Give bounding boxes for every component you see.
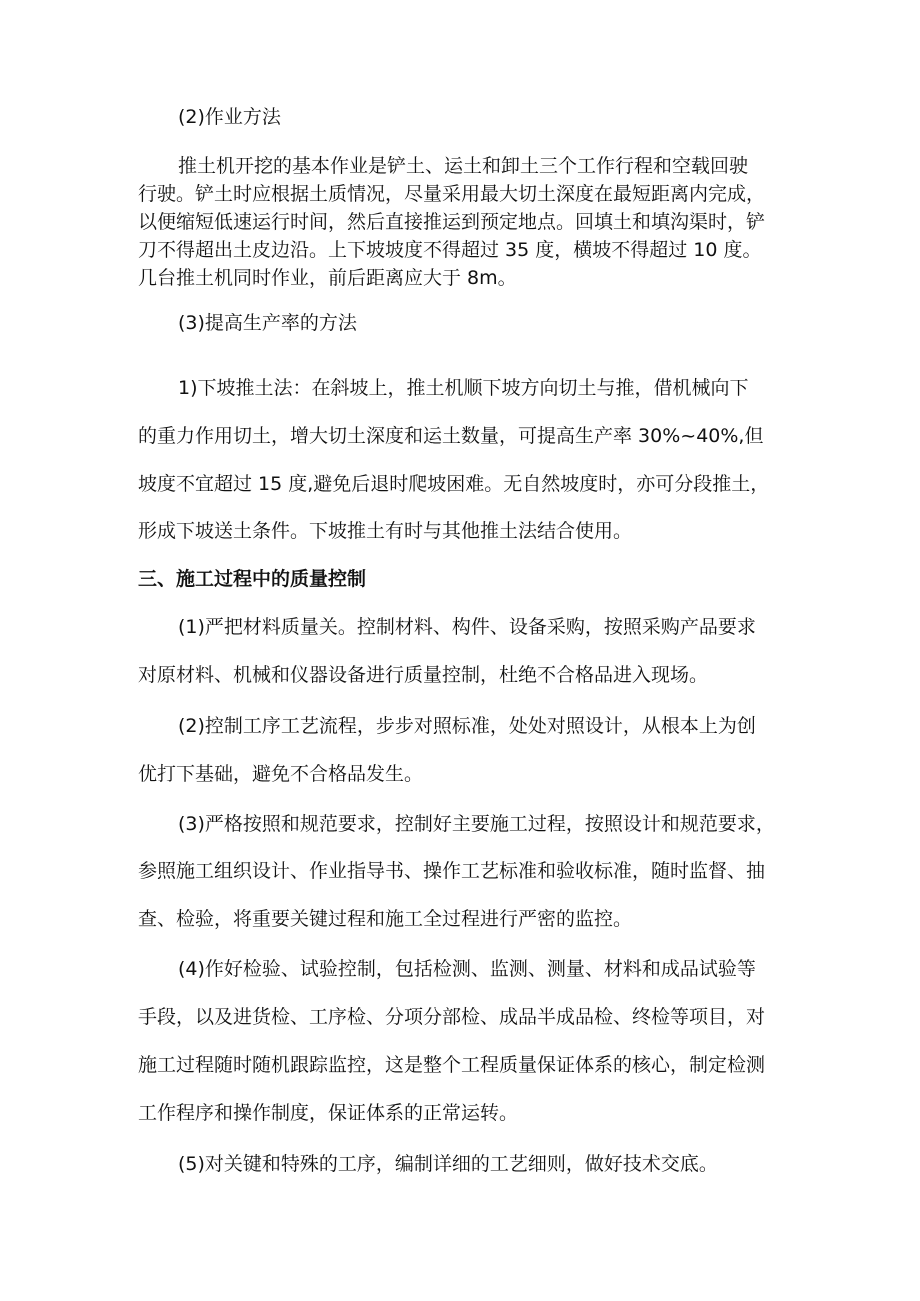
paragraph-line: 坡度不宜超过 15 度,避免后退时爬坡困难。无自然坡度时，亦可分段推土， <box>138 473 770 495</box>
paragraph-line: 工作程序和操作制度，保证体系的正常运转。 <box>138 1102 519 1124</box>
paragraph-line: 行驶。铲土时应根据土质情况，尽量采用最大切土深度在最短距离内完成， <box>138 183 766 205</box>
paragraph-line: 施工过程随时随机跟踪监控，这是整个工程质量保证体系的核心，制定检测 <box>138 1054 766 1076</box>
paragraph-line: 参照施工组织设计、作业指导书、操作工艺标准和验收标准，随时监督、抽 <box>138 860 766 882</box>
paragraph-line: 手段，以及进货检、工序检、分项分部检、成品半成品检、终检等项目，对 <box>138 1006 766 1028</box>
paragraph-line: (2)控制工序工艺流程，步步对照标准，处处对照设计，从根本上为创 <box>178 715 756 737</box>
paragraph-line: 查、检验，将重要关键过程和施工全过程进行严密的监控。 <box>138 908 633 930</box>
paragraph-line: 几台推土机同时作业，前后距离应大于 8m。 <box>138 267 517 289</box>
paragraph-line: 形成下坡送土条件。下坡推土有时与其他推土法结合使用。 <box>138 520 633 542</box>
paragraph-line: (4)作好检验、试验控制，包括检测、监测、测量、材料和成品试验等 <box>178 958 756 980</box>
paragraph-line: 优打下基础，避免不合格品发生。 <box>138 763 424 785</box>
paragraph-line: 1)下坡推土法：在斜坡上，推土机顺下坡方向切土与推，借机械向下 <box>178 377 749 399</box>
paragraph-line: (3)严格按照和规范要求，控制好主要施工过程，按照设计和规范要求， <box>178 813 775 835</box>
paragraph-line: (1)严把材料质量关。控制材料、构件、设备采购，按照采购产品要求 <box>178 616 756 638</box>
section-title-work-method: (2)作业方法 <box>178 106 281 128</box>
paragraph-line: 对原材料、机械和仪器设备进行质量控制，杜绝不合格品进入现场。 <box>138 664 709 686</box>
section-title-productivity: (3)提高生产率的方法 <box>178 312 357 334</box>
paragraph-line: 刀不得超出土皮边沿。上下坡坡度不得超过 35 度，横坡不得超过 10 度。 <box>138 239 762 261</box>
paragraph-line: (5)对关键和特殊的工序，编制详细的工艺细则，做好技术交底。 <box>178 1153 718 1175</box>
paragraph-line: 以便缩短低速运行时间，然后直接推运到预定地点。回填土和填沟渠时，铲 <box>138 211 766 233</box>
paragraph-line: 的重力作用切土，增大切土深度和运土数量，可提高生产率 30%~40%,但 <box>138 425 764 447</box>
chapter-heading-quality-control: 三、施工过程中的质量控制 <box>138 568 367 590</box>
paragraph-line: 推土机开挖的基本作业是铲土、运土和卸土三个工作行程和空载回驶 <box>178 155 749 177</box>
